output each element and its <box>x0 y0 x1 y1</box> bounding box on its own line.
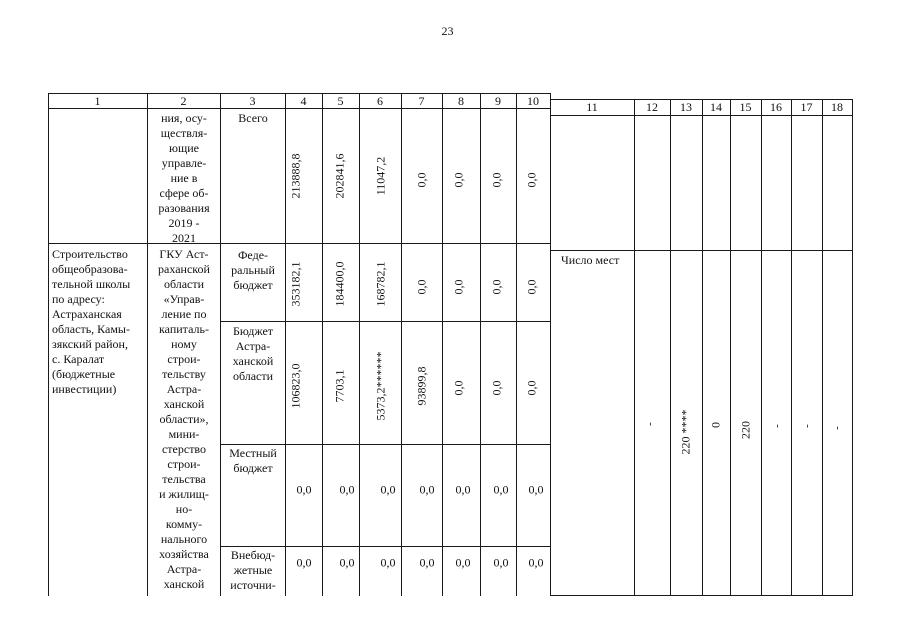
value-cell: 0,0 <box>414 279 429 295</box>
col-number: 12 <box>646 100 658 114</box>
value-cell: 353182,1 <box>288 261 303 307</box>
col-number: 17 <box>800 100 813 114</box>
col-number: 15 <box>739 100 752 114</box>
source-label-total: Всего <box>238 111 268 125</box>
value-cell: 0,0 <box>455 555 471 570</box>
value-cell: 213888,8 <box>288 153 303 199</box>
value-cell: 0,0 <box>419 555 435 570</box>
source-label-federal: Феде- ральный бюджет <box>231 248 275 292</box>
col-number: 10 <box>527 94 539 108</box>
page-number: 23 <box>441 24 454 38</box>
value-cell: 106823,0 <box>288 363 303 409</box>
col-number: 8 <box>458 94 464 108</box>
value-cell: 0,0 <box>524 380 539 396</box>
source-label-regional: Бюджет Астра- ханской области <box>232 324 274 383</box>
value-cell: 0,0 <box>380 482 396 497</box>
col-number: 11 <box>586 100 598 114</box>
col-number: 2 <box>180 94 187 108</box>
col-number: 14 <box>710 100 722 114</box>
value-cell: 0,0 <box>419 482 435 497</box>
indicator-value: - <box>831 426 843 430</box>
value-cell: 0,0 <box>380 555 396 570</box>
value-cell: 0,0 <box>296 482 312 497</box>
source-label-extrabudgetary: Внебюд- жетные источни- <box>230 548 276 592</box>
col-number: 5 <box>337 94 344 108</box>
col-number: 1 <box>94 94 101 108</box>
value-cell: 0,0 <box>296 555 312 570</box>
col-number: 16 <box>770 100 782 114</box>
source-label-local: Местный бюджет <box>229 446 277 475</box>
executor-cell: ГКУ Аст- раханской области «Управ- ление по капиталь- ному строи- тельству Астра- ханской области», мини- стерство строи- тельства и жилищ- но- комму- нального хозяйства Астра- ханской <box>158 247 210 591</box>
value-cell: 0,0 <box>489 380 504 396</box>
value-cell: 0,0 <box>451 172 466 188</box>
value-cell: 0,0 <box>339 482 355 497</box>
value-cell: 5373,2****** <box>373 351 388 421</box>
value-cell: 168782,1 <box>373 261 388 307</box>
value-cell: 0,0 <box>493 555 509 570</box>
value-cell: 0,0 <box>524 172 539 188</box>
executor-cell-continued: ния, осу- ществля- ющие управле- ние в сфере об- разования 2019 - 2021 <box>158 111 210 245</box>
value-cell: 11047,2 <box>373 156 388 196</box>
value-cell: 0,0 <box>528 555 544 570</box>
value-cell: 0,0 <box>524 279 539 295</box>
value-cell: 0,0 <box>451 279 466 295</box>
indicator-value: 220 <box>738 421 753 439</box>
col-number: 13 <box>680 100 692 114</box>
value-cell: 0,0 <box>489 279 504 295</box>
value-cell: 7703,1 <box>332 369 347 403</box>
value-cell: 0,0 <box>414 172 429 188</box>
value-cell: 0,0 <box>339 555 355 570</box>
indicator-value: - <box>644 422 656 426</box>
col-number: 6 <box>377 94 383 108</box>
value-cell: 0,0 <box>493 482 509 497</box>
indicator-value: - <box>771 424 783 428</box>
col-number: 9 <box>495 94 501 108</box>
indicator-value: 0 <box>708 422 723 428</box>
value-cell: 0,0 <box>455 482 471 497</box>
value-cell: 0,0 <box>489 172 504 188</box>
indicator-cell: Число мест <box>561 253 620 267</box>
project-name-cell: Строительство общеобразова- тельной школы по адресу: Астраханская область, Камы- зякский район, с. Каралат (бюджетные инвестиции) <box>52 247 131 396</box>
col-number: 3 <box>249 94 256 108</box>
value-cell: 93899,8 <box>414 366 429 406</box>
value-cell: 0,0 <box>528 482 544 497</box>
col-number: 18 <box>831 100 843 114</box>
value-cell: 202841,6 <box>332 153 347 199</box>
value-cell: 0,0 <box>451 380 466 396</box>
col-number: 7 <box>418 94 425 108</box>
indicator-value: - <box>801 424 813 428</box>
indicator-value: 220 **** <box>678 409 693 455</box>
value-cell: 184400,0 <box>332 261 347 307</box>
col-number: 4 <box>300 94 307 108</box>
